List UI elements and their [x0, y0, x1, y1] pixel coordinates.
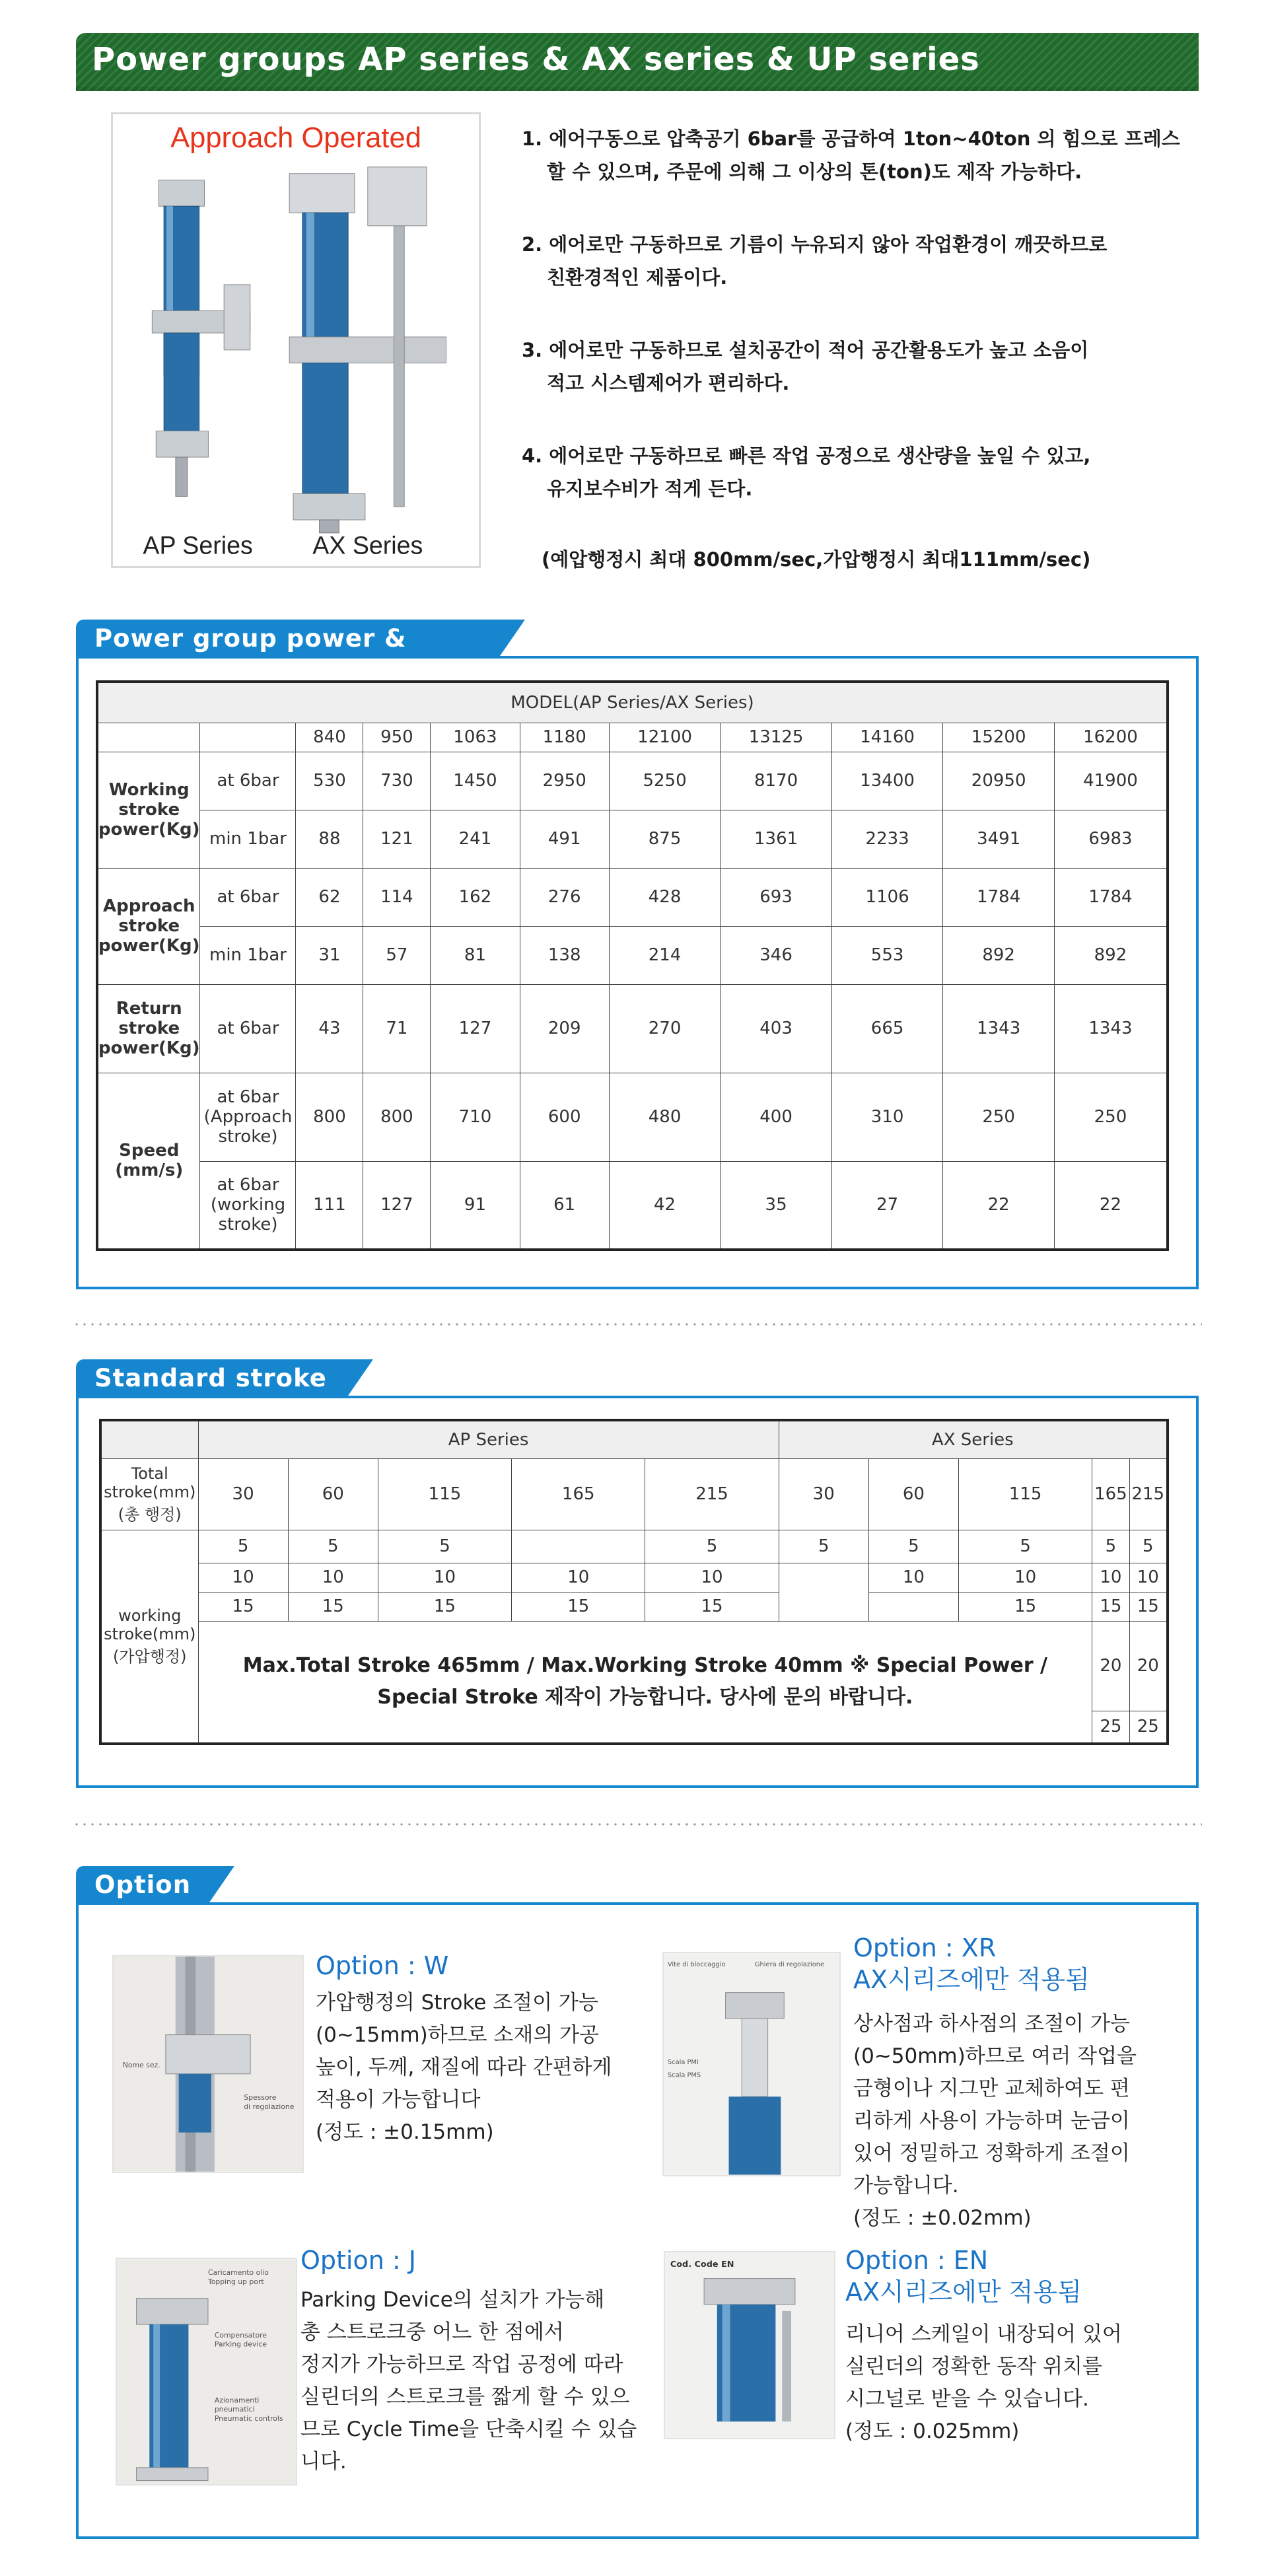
standard-stroke-table — [99, 1419, 1169, 1745]
dotted-divider — [73, 1323, 1202, 1326]
svg-text:Ghiera di regolazione: Ghiera di regolazione — [754, 1961, 825, 1969]
table-row: 15 15 15 15 15 15 15 15 — [100, 1592, 1168, 1621]
section-tab-option — [76, 1866, 208, 1904]
model-cell: 1063 — [431, 723, 520, 752]
intro-item: 1. 에어구동으로 압축공기 6bar를 공급하여 1ton~40ton 의 힘으로 프레스 할 수 있으며, 주문에 의해 그 이상의 톤(ton)도 제작 가능하다. — [522, 127, 1180, 183]
table-row: at 6bar (working stroke) 111 127 91 61 42 35 27 22 22 — [97, 1161, 1168, 1250]
working-stroke-label: working stroke(mm) (가압행정) — [100, 1530, 198, 1744]
section-title: Power group power & — [94, 624, 407, 653]
page-title: Power groups AP series & AX series & UP series — [92, 41, 980, 78]
option-w-description: 가압행정의 Stroke 조절이 가능 (0~15mm)하므로 소재의 가공 높이, 두께, 재질에 따라 간편하게 적용이 가능합니다 (정도 : ±0.15mm) — [316, 1991, 612, 2144]
power-group-illustration — [113, 114, 479, 566]
table-row: 25 25 — [100, 1711, 1168, 1744]
group-label: Speed (mm/s) — [97, 1073, 200, 1250]
option-w-title: Option : W — [316, 1951, 449, 1980]
intro-item: 2. 에어로만 구동하므로 기름이 누유되지 않아 작업환경이 깨끗하므로 친환경적인 제품이다. — [522, 233, 1108, 289]
condition-cell: at 6bar — [200, 752, 296, 810]
group-label: Approach stroke power(Kg) — [97, 868, 200, 984]
model-cell: 12100 — [609, 723, 721, 752]
svg-text:pneumatici: pneumatici — [214, 2405, 255, 2414]
svg-text:Parking device: Parking device — [214, 2340, 267, 2349]
svg-text:Nome sez.: Nome sez. — [122, 2060, 160, 2069]
option-xr-subtitle: AX시리즈에만 적용됨 — [853, 1965, 1090, 1994]
option-j-description: Parking Device의 설치가 가능해 총 스트로크중 어느 한 점에서 정지가 가능하므로 작업 공정에 따라 실린더의 스트로크를 짧게 할 수 있으 므로 Cycle Time을 단축시킬 수 있습 니다. — [300, 2288, 637, 2474]
table-row: Max.Total Stroke 465mm / Max.Working Stroke 40mm ※ Special Power / Special Stroke 제작이 가능합니다. 당사에 문의 바랍니다. 20 20 — [100, 1621, 1168, 1711]
model-cell: 15200 — [943, 723, 1055, 752]
svg-text:Scala PMS: Scala PMS — [667, 2071, 701, 2079]
group-label: Return stroke power(Kg) — [97, 984, 200, 1073]
section-tab-power-speed — [76, 620, 499, 658]
stroke-note: Max.Total Stroke 465mm / Max.Working Stroke 40mm ※ Special Power / Special Stroke 제작이 가능합니다. 당사에 문의 바랍니다. — [198, 1621, 1092, 1744]
page-banner — [76, 33, 1199, 91]
model-cell: 16200 — [1054, 723, 1168, 752]
option-en-image — [664, 2251, 835, 2439]
intro-description — [522, 122, 1195, 572]
svg-text:Caricamento olio: Caricamento olio — [207, 2268, 269, 2277]
svg-text:Topping up port: Topping up port — [207, 2277, 264, 2286]
section-tab-standard-stroke — [76, 1359, 347, 1398]
condition-cell: min 1bar — [200, 810, 296, 868]
option-en-subtitle: AX시리즈에만 적용됨 — [845, 2277, 1082, 2307]
option-en-title: Option : EN — [845, 2246, 989, 2275]
table-row: 10 10 10 10 10 10 10 10 10 — [100, 1563, 1168, 1592]
svg-text:Spessore: Spessore — [244, 2093, 277, 2102]
ap-series-label: AP Series — [143, 531, 253, 559]
model-cell: 13125 — [721, 723, 832, 752]
table-row: Approach stroke power(Kg) at 6bar 62 114 162 276 428 693 1106 1784 1784 — [97, 868, 1168, 926]
option-xr-description: 상사점과 하사점의 조절이 가능 (0~50mm)하므로 여러 작업을 금형이나 지그만 교체하여도 편 리하게 사용이 가능하며 눈금이 있어 정밀하고 정확하게 조절이 가능합니다. (정도 : ±0.02mm) — [853, 2012, 1137, 2230]
model-cell: 950 — [363, 723, 431, 752]
table-title: MODEL(AP Series/AX Series) — [97, 682, 1168, 723]
dotted-divider — [73, 1823, 1202, 1826]
condition-cell: at 6bar (Approach stroke) — [200, 1073, 296, 1161]
option-j-title: Option : J — [300, 2246, 416, 2275]
intro-item: 3. 에어로만 구동하므로 설치공간이 적어 공간활용도가 높고 소음이 적고 시스템제어가 편리하다. — [522, 339, 1089, 394]
table-row: Total stroke(mm) (총 행정) 30 60 115 165 215 30 60 115 165 215 — [100, 1458, 1168, 1530]
table-row: Working stroke power(Kg) at 6bar 530 730 1450 2950 5250 8170 13400 20950 41900 — [97, 752, 1168, 810]
option-j-image — [116, 2258, 297, 2486]
svg-text:Azionamenti: Azionamenti — [214, 2396, 260, 2405]
svg-text:Cod. Code EN: Cod. Code EN — [670, 2259, 734, 2270]
section-title: Option — [94, 1871, 192, 1899]
svg-text:Pneumatic controls: Pneumatic controls — [214, 2414, 283, 2423]
model-row — [97, 723, 1168, 752]
option-xr-title: Option : XR — [853, 1933, 997, 1962]
group-label: Working stroke power(Kg) — [97, 752, 200, 868]
ax-series-label: AX Series — [312, 531, 423, 559]
table-row: min 1bar 31 57 81 138 214 346 553 892 892 — [97, 926, 1168, 984]
condition-cell: at 6bar — [200, 984, 296, 1073]
svg-text:Compensatore: Compensatore — [214, 2330, 267, 2340]
table-row: working stroke(mm) (가압행정) 5 5 5 5 5 5 5 5 5 — [100, 1530, 1168, 1563]
condition-cell: at 6bar — [200, 868, 296, 926]
speed-note: (예압행정시 최대 800mm/sec,가압행정시 최대111mm/sec) — [542, 548, 1091, 571]
section-title: Standard stroke — [94, 1364, 327, 1392]
model-cell: 14160 — [831, 723, 943, 752]
condition-cell: min 1bar — [200, 926, 296, 984]
ap-series-header: AP Series — [198, 1420, 779, 1458]
total-stroke-label: Total stroke(mm) (총 행정) — [100, 1458, 198, 1530]
model-cell: 840 — [296, 723, 363, 752]
svg-text:Scala PMI: Scala PMI — [667, 2059, 699, 2066]
power-speed-table — [96, 680, 1169, 1251]
option-en-description: 리니어 스케일이 내장되어 있어 실린더의 정확한 동작 위치를 시그널로 받을 수 있습니다. (정도 : 0.025mm) — [845, 2322, 1122, 2443]
approach-operated-image — [111, 112, 481, 568]
image-header-text: Approach Operated — [170, 122, 421, 155]
model-cell: 1180 — [520, 723, 609, 752]
svg-text:Vite di bloccaggio: Vite di bloccaggio — [667, 1961, 726, 1969]
option-w-image — [112, 1955, 304, 2173]
option-xr-image — [662, 1952, 841, 2176]
table-row: min 1bar 88 121 241 491 875 1361 2233 3491 6983 — [97, 810, 1168, 868]
table-row: Speed (mm/s) at 6bar (Approach stroke) 800 800 710 600 480 400 310 250 250 — [97, 1073, 1168, 1161]
table-row: Return stroke power(Kg) at 6bar 43 71 127 209 270 403 665 1343 1343 — [97, 984, 1168, 1073]
ax-series-header: AX Series — [779, 1420, 1168, 1458]
svg-text:di regolazione: di regolazione — [244, 2102, 295, 2112]
intro-item: 4. 에어로만 구동하므로 빠른 작업 공정으로 생산량을 높일 수 있고, 유지보수비가 적게 든다. — [522, 445, 1091, 500]
condition-cell: at 6bar (working stroke) — [200, 1161, 296, 1250]
